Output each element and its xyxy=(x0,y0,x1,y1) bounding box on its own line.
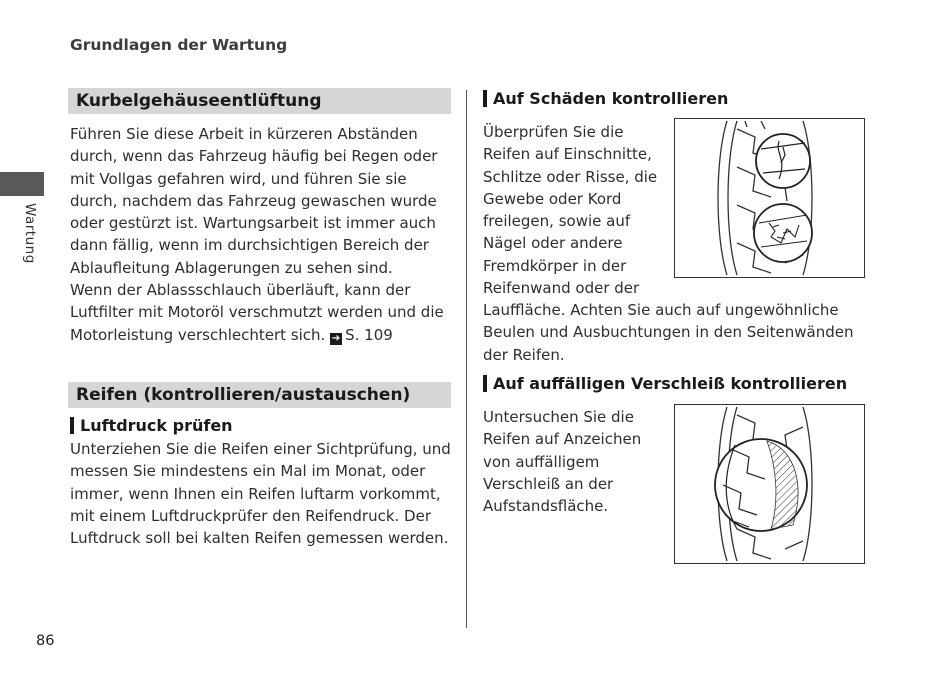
text-line: der Reifen. xyxy=(483,345,565,364)
text-line: messen Sie mindestens ein Mal im Monat, oder xyxy=(70,462,426,481)
chapter-tab-label: Wartung xyxy=(22,203,38,264)
text-line: durch, wenn das Fahrzeug häufig bei Regen oder xyxy=(70,147,438,166)
text-line: dann fällig, wenn im durchsichtigen Bereich der xyxy=(70,236,429,255)
kurbelgehaeuse-body xyxy=(70,123,460,346)
page-reference-link[interactable]: S. 109 xyxy=(345,325,393,344)
text-line: Schlitze oder Risse, die xyxy=(483,167,658,186)
text-line: Nägel oder andere xyxy=(483,234,623,253)
subhead-marker xyxy=(483,90,487,107)
schaeden-body-narrow xyxy=(483,121,673,299)
chapter-tab-marker xyxy=(0,172,44,196)
text-line: Luftfilter mit Motoröl verschmutzt werden und die xyxy=(70,303,444,322)
page-reference-arrow-icon: ➔ xyxy=(331,332,341,344)
section-title-kurbelgehaeuse: Kurbelgehäuseentlüftung xyxy=(68,88,451,114)
tire-wear-drawing xyxy=(675,405,864,563)
tire-damage-drawing xyxy=(675,119,864,277)
text-line: Gewebe oder Kord xyxy=(483,189,622,208)
text-line: Aufstandsfläche. xyxy=(483,497,609,516)
text-line: durch, nachdem das Fahrzeug gewaschen wurde xyxy=(70,191,437,210)
luftdruck-body xyxy=(70,438,460,549)
text-line: mit einem Luftdruckprüfer den Reifendruck. Der xyxy=(70,506,432,525)
tire-damage-illustration xyxy=(674,118,865,278)
text-line: Lauffläche. Achten Sie auch auf ungewöhnliche xyxy=(483,301,839,319)
text-line: immer, wenn Ihnen ein Reifen luftarm vorkommt, xyxy=(70,484,441,503)
text-line: Verschleiß an der xyxy=(483,474,614,493)
column-divider xyxy=(466,90,467,628)
text-line: Reifenwand oder der xyxy=(483,279,640,298)
text-line: mit Vollgas gefahren wird, und führen Sie sie xyxy=(70,169,407,188)
subhead-luftdruck: Luftdruck prüfen xyxy=(70,416,233,435)
text-line: Überprüfen Sie die xyxy=(483,123,624,141)
page-number: 86 xyxy=(36,633,55,649)
text-line: freilegen, sowie auf xyxy=(483,212,631,231)
section-title-reifen: Reifen (kontrollieren/austauschen) xyxy=(68,382,451,408)
page-header-title: Grundlagen der Wartung xyxy=(70,36,288,54)
schaeden-body-wide xyxy=(483,299,883,366)
text-line: Reifen auf Anzeichen xyxy=(483,430,642,449)
tire-wear-illustration xyxy=(674,404,865,564)
subhead-marker xyxy=(483,375,487,392)
text-line: Führen Sie diese Arbeit in kürzeren Abständen xyxy=(70,125,418,143)
subhead-schaeden: Auf Schäden kontrollieren xyxy=(483,89,728,108)
text-line: Luftdruck soll bei kalten Reifen gemessen werden. xyxy=(70,529,449,548)
text-line: Reifen auf Einschnitte, xyxy=(483,145,652,164)
text-line: Fremdkörper in der xyxy=(483,256,627,275)
text-line: oder gestürzt ist. Wartungsarbeit ist immer auch xyxy=(70,214,436,233)
subhead-marker xyxy=(70,417,74,434)
text-line: Untersuchen Sie die xyxy=(483,408,634,426)
verschleiss-body xyxy=(483,406,673,517)
subhead-verschleiss: Auf auffälligen Verschleiß kontrollieren xyxy=(483,374,847,393)
text-line: Beulen und Ausbuchtungen in den Seitenwänden xyxy=(483,323,854,342)
text-line: Motorleistung verschlechtert sich. ➔ S. 109 xyxy=(70,325,393,344)
text-line: von auffälligem xyxy=(483,452,600,471)
text-line: Ablaufleitung Ablagerungen zu sehen sind. xyxy=(70,258,393,277)
text-line: Unterziehen Sie die Reifen einer Sichtprüfung, und xyxy=(70,440,451,458)
text-line: Wenn der Ablassschlauch überläuft, kann der xyxy=(70,281,411,300)
